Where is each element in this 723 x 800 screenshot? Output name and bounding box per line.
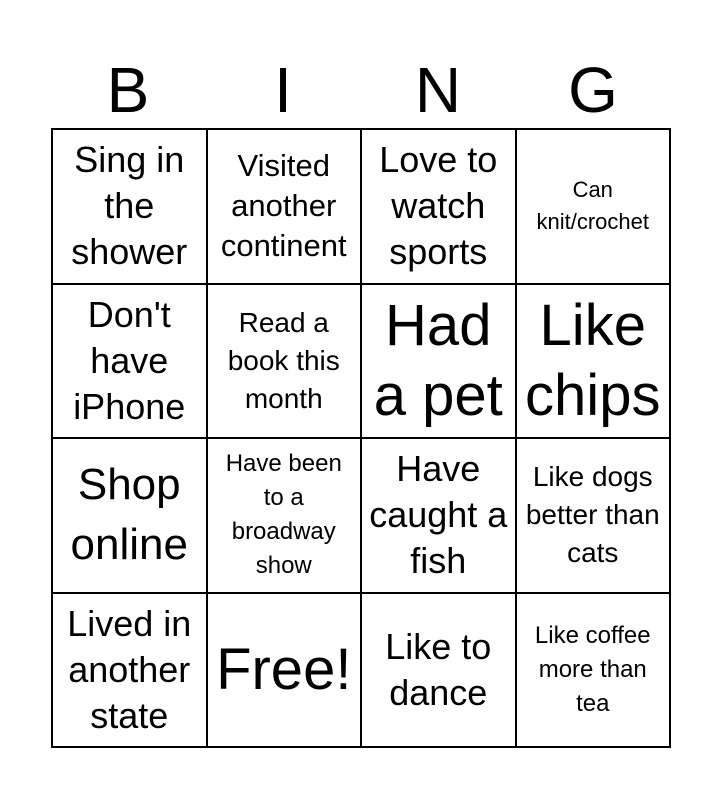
cell-text: Like chips (525, 292, 661, 428)
cell-text: Have caught a fish (369, 448, 508, 582)
bingo-grid (51, 128, 671, 748)
cell-text: Like coffee more than tea (534, 621, 651, 717)
cell-text: Like dogs better than cats (525, 461, 660, 569)
header-letter-n: N (414, 54, 462, 126)
cell-text: Don't have iPhone (73, 293, 186, 427)
bingo-cell[interactable] (362, 285, 517, 440)
bingo-cell[interactable] (362, 594, 517, 749)
cell-text: Read a book this month (227, 306, 340, 414)
bingo-cell[interactable] (517, 439, 672, 594)
cell-text: Sing in the shower (71, 139, 188, 273)
bingo-cell free-space[interactable] (208, 594, 363, 749)
bingo-cell[interactable] (362, 130, 517, 285)
bingo-cell[interactable] (53, 130, 208, 285)
free-space-text: Free! (216, 636, 352, 702)
bingo-cell[interactable] (53, 285, 208, 440)
cell-text: Visited another continent (220, 148, 347, 264)
bingo-cell[interactable] (517, 594, 672, 749)
bingo-cell[interactable] (208, 130, 363, 285)
bingo-header (51, 52, 671, 128)
bingo-cell[interactable] (517, 130, 672, 285)
header-letter-g: G (568, 54, 618, 126)
cell-text: Shop online (70, 460, 188, 570)
bingo-cell[interactable] (517, 285, 672, 440)
bingo-cell[interactable] (53, 594, 208, 749)
cell-text: Like to dance (385, 625, 492, 713)
bingo-cell[interactable] (362, 439, 517, 594)
cell-text: Have been to a broadway show (225, 450, 342, 580)
cell-text: Love to watch sports (379, 139, 498, 273)
header-letter-b: B (106, 54, 150, 126)
cell-text: Can knit/crochet (536, 177, 649, 235)
cell-text: Lived in another state (67, 602, 192, 736)
header-letter-i: I (274, 54, 292, 126)
bingo-cell[interactable] (208, 285, 363, 440)
bingo-cell[interactable] (208, 439, 363, 594)
bingo-cell[interactable] (53, 439, 208, 594)
cell-text: Had a pet (373, 292, 503, 428)
